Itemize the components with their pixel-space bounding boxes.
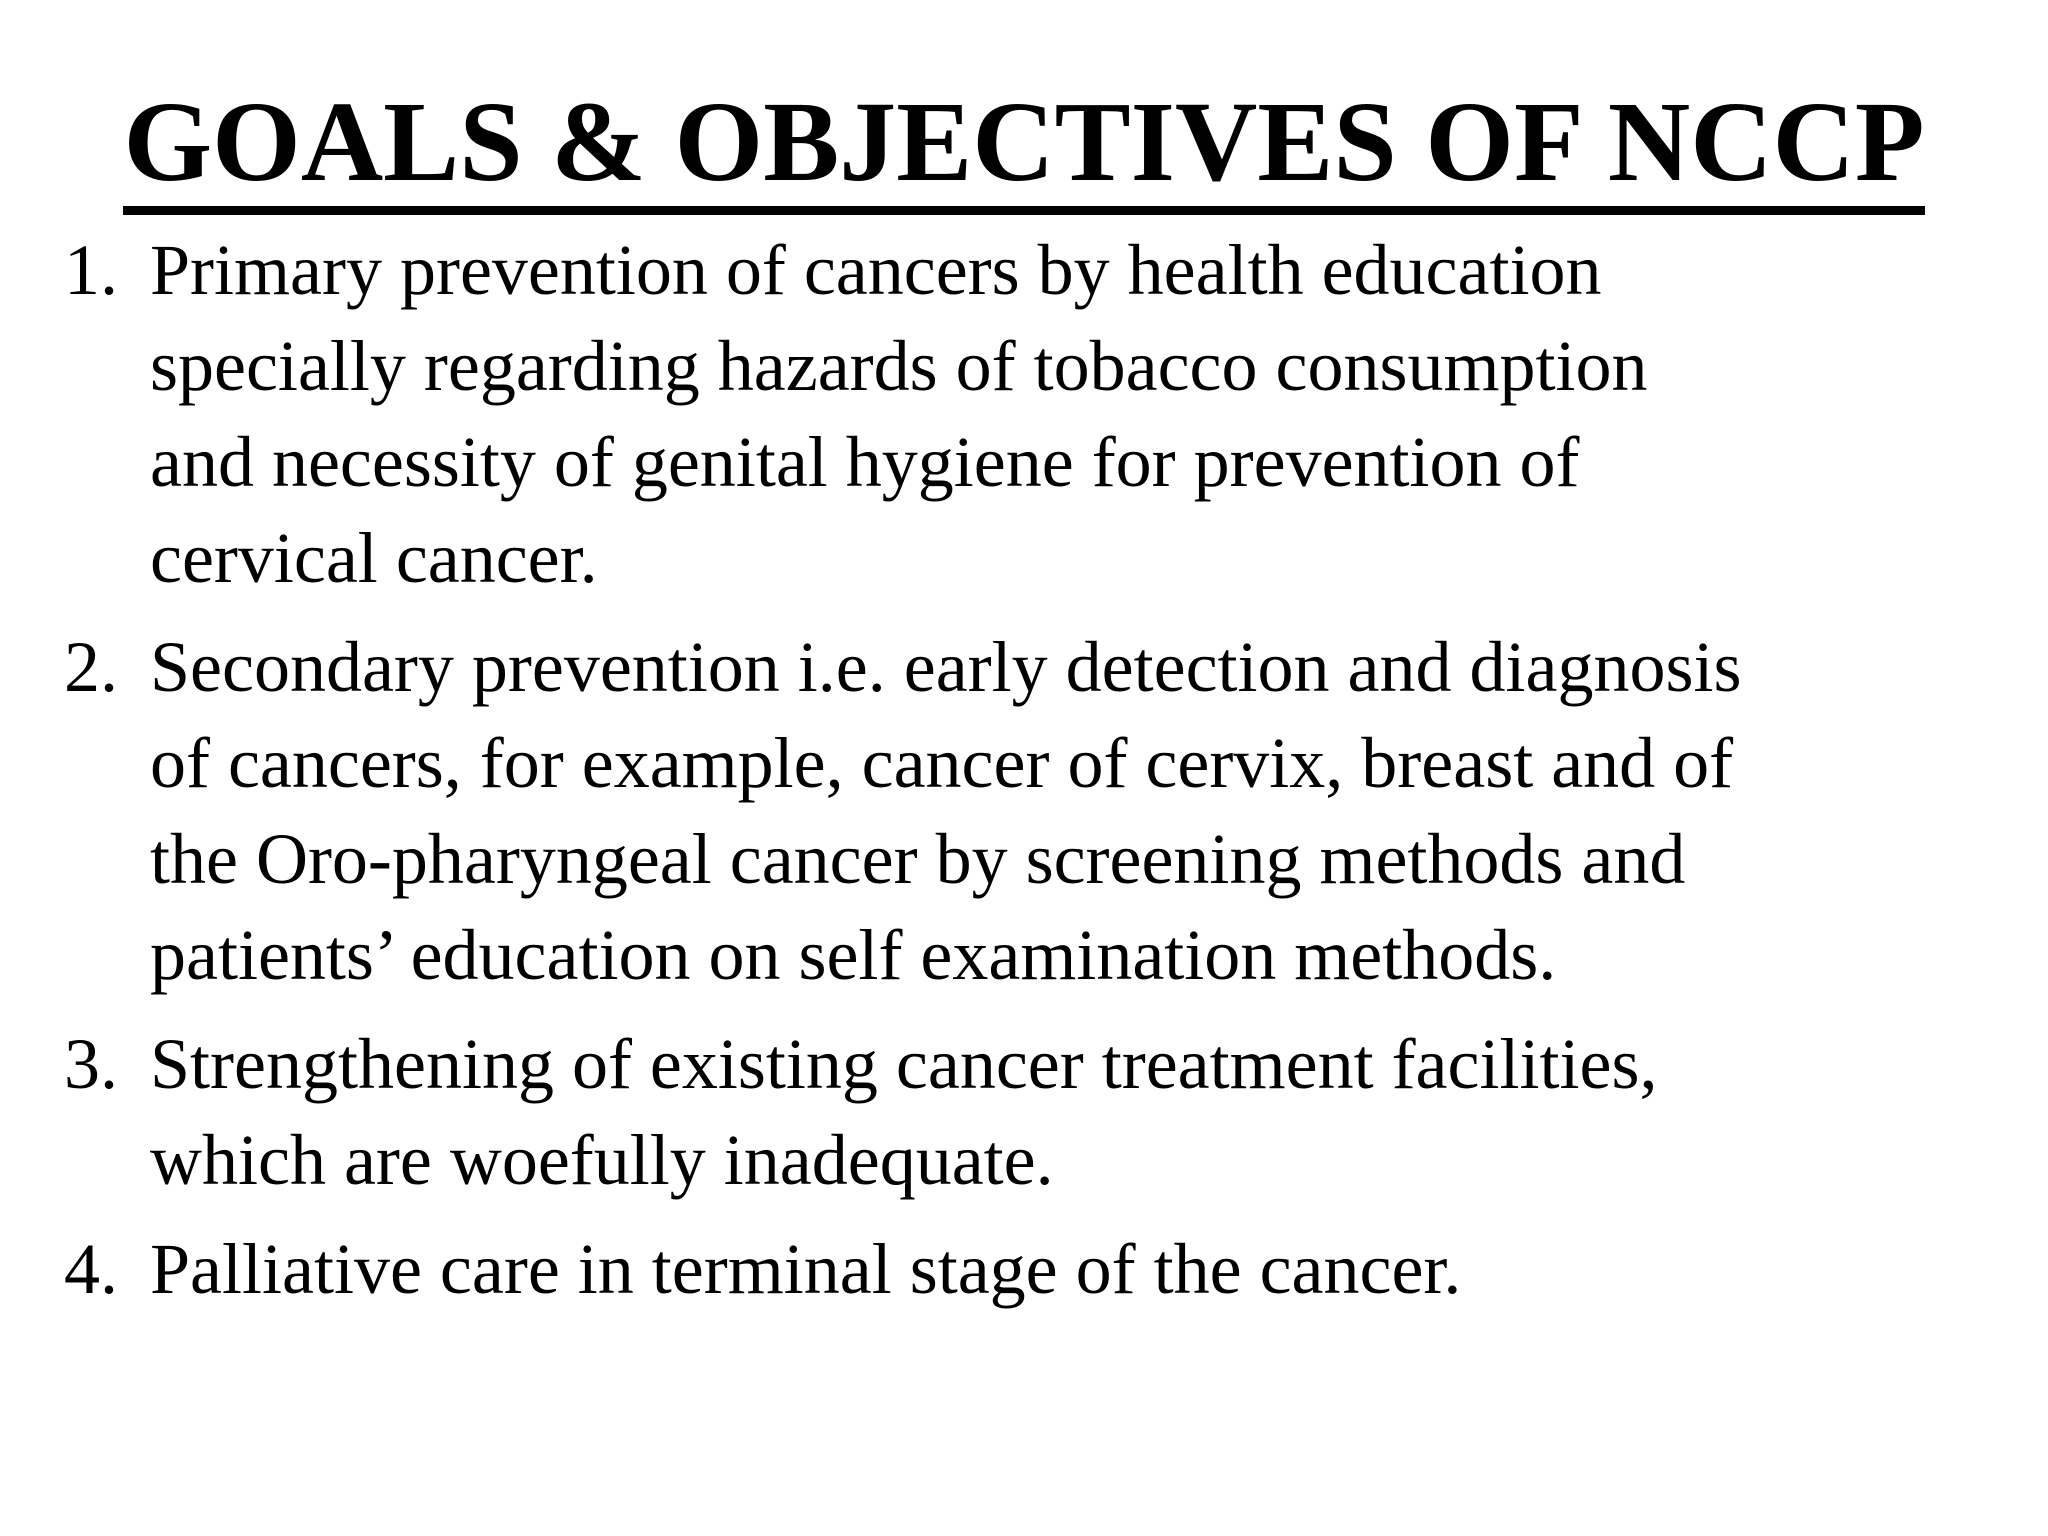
objective-number: 3. <box>64 1024 118 1104</box>
objective-line: cervical cancer. <box>150 518 598 598</box>
objective-line: patients’ education on self examination methods. <box>150 915 1557 995</box>
objective-line: Primary prevention of cancers by health education <box>150 230 1602 310</box>
objective-line: Strengthening of existing cancer treatment facilities, <box>150 1024 1658 1104</box>
objectives-list <box>64 222 1964 1317</box>
objective-text <box>150 1221 1964 1317</box>
objective-line: of cancers, for example, cancer of cervix, breast and of <box>150 723 1734 803</box>
objective-item <box>64 1221 1964 1317</box>
slide-title-text: GOALS & OBJECTIVES OF NCCP <box>123 82 1924 215</box>
objective-text <box>150 1016 1964 1208</box>
objective-text <box>150 619 1964 1003</box>
objective-line: the Oro-pharyngeal cancer by screening methods and <box>150 819 1686 899</box>
objective-line: which are woefully inadequate. <box>150 1120 1054 1200</box>
objective-line: and necessity of genital hygiene for prevention of <box>150 422 1580 502</box>
objective-item <box>64 1016 1964 1208</box>
objective-line: Palliative care in terminal stage of the cancer. <box>150 1229 1462 1309</box>
objective-number: 4. <box>64 1229 118 1309</box>
slide-title <box>0 78 2048 215</box>
objective-line: specially regarding hazards of tobacco consumption <box>150 326 1648 406</box>
objective-number: 1. <box>64 230 118 310</box>
objective-text <box>150 222 1964 606</box>
objective-number: 2. <box>64 627 118 707</box>
objective-item <box>64 222 1964 606</box>
objective-line: Secondary prevention i.e. early detection and diagnosis <box>150 627 1742 707</box>
objective-item <box>64 619 1964 1003</box>
